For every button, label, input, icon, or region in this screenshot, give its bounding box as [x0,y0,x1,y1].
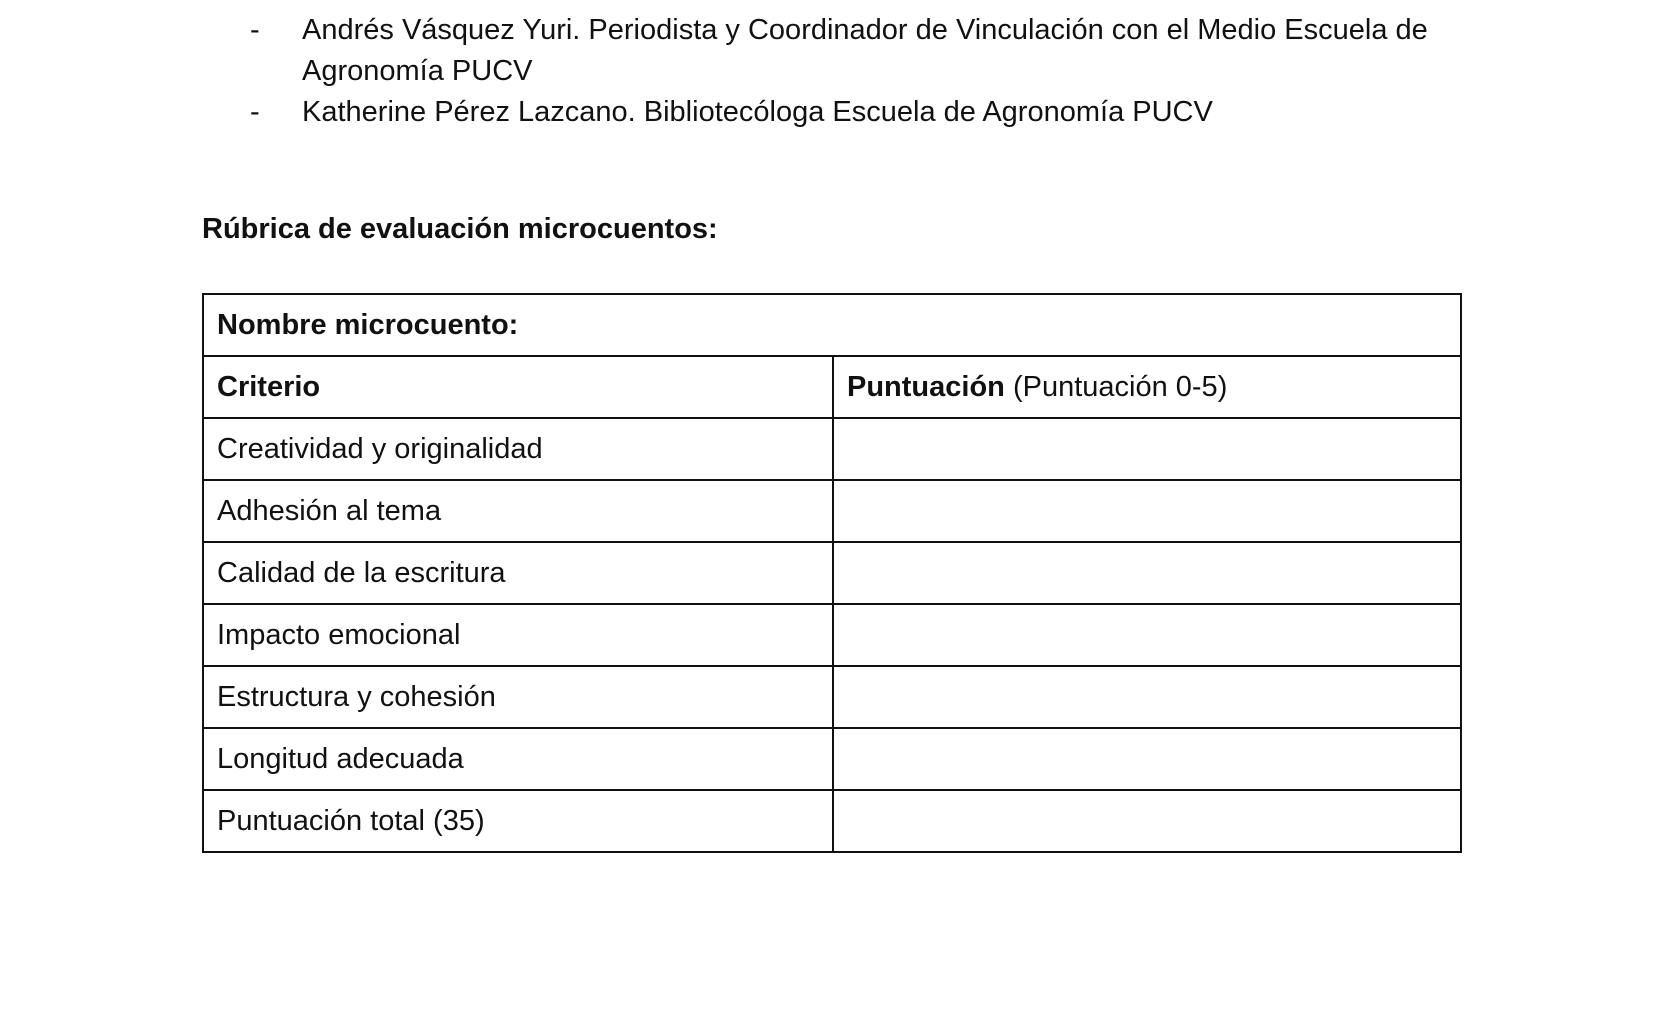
total-label-cell: Puntuación total (35) [203,790,833,852]
table-row [203,604,1461,666]
score-header-label: Puntuación [847,370,1005,403]
header-row [203,356,1461,418]
score-cell[interactable] [833,542,1461,604]
total-score-cell[interactable] [833,790,1461,852]
criterion-cell: Creatividad y originalidad [203,418,833,480]
table-row [203,418,1461,480]
criterion-cell: Estructura y cohesión [203,666,833,728]
total-row [203,790,1461,852]
table-row [203,542,1461,604]
score-cell[interactable] [833,604,1461,666]
jury-list [0,10,1656,133]
criterion-cell: Longitud adecuada [203,728,833,790]
criterion-cell: Impacto emocional [203,604,833,666]
score-header [833,356,1461,418]
list-bullet: - [250,14,260,46]
list-bullet: - [250,96,260,128]
score-cell[interactable] [833,480,1461,542]
table-row [203,666,1461,728]
criterion-cell: Calidad de la escritura [203,542,833,604]
rubric-table [202,293,1462,853]
name-row [203,294,1461,356]
name-cell[interactable]: Nombre microcuento: [203,294,1461,356]
criterion-header: Criterio [203,356,833,418]
score-header-note: (Puntuación 0-5) [1004,370,1228,403]
table-row [203,728,1461,790]
list-item [0,10,1656,92]
criterion-cell: Adhesión al tema [203,480,833,542]
score-cell[interactable] [833,666,1461,728]
rubric-heading: Rúbrica de evaluación microcuentos: [202,213,718,245]
table-row [203,480,1461,542]
list-item-text: Andrés Vásquez Yuri. Periodista y Coordinador de Vinculación con el Medio Escuela de Agronomía PUCV [302,14,1428,87]
list-item [0,92,1656,133]
list-item-text: Katherine Pérez Lazcano. Bibliotecóloga Escuela de Agronomía PUCV [302,96,1213,128]
score-cell[interactable] [833,728,1461,790]
score-cell[interactable] [833,418,1461,480]
